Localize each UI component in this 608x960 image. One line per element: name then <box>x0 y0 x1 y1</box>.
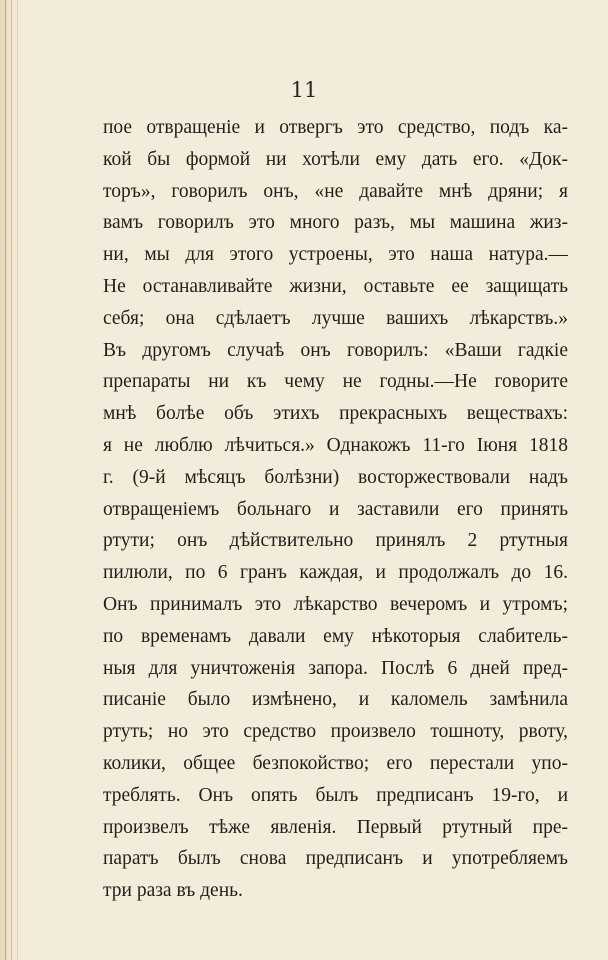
text-line: три раза въ день. <box>103 880 243 902</box>
text-line: Онъ принималъ это лѣкарство вечеромъ и утромъ; <box>103 593 568 615</box>
text-line: треблять. Онъ опять былъ предписанъ 19-го, и <box>103 784 568 806</box>
text-line: ни, мы для этого устроены, это наша натура.— <box>103 244 568 266</box>
text-line: кой бы формой ни хотѣли ему дать его. «Док- <box>103 148 568 170</box>
text-line: Въ другомъ случаѣ онъ говорилъ: «Ваши гадкіе <box>103 339 568 361</box>
spine-line <box>11 0 12 960</box>
text-line: я не люблю лѣчиться.» Однакожъ 11-го Іюня 1818 <box>103 434 568 456</box>
spine-line <box>5 0 6 960</box>
text-line: колики, общее безпокойство; его перестали упо- <box>103 752 568 774</box>
text-line: торъ», говорилъ онъ, «не давайте мнѣ дряни; я <box>103 180 568 202</box>
page-number: 11 <box>290 78 318 102</box>
text-line: отвращеніемъ больнаго и заставили его принять <box>103 498 568 520</box>
page-spine-edge <box>0 0 22 960</box>
text-line: себя; она сдѣлаетъ лучше вашихъ лѣкарствъ.» <box>103 307 568 329</box>
text-line: пое отвращеніе и отвергъ это средство, подъ ка- <box>103 117 568 138</box>
text-line: ртути; онъ дѣйствительно принялъ 2 ртутныя <box>103 530 568 552</box>
text-line: произвелъ тѣже явленія. Первый ртутный пре- <box>103 816 568 838</box>
spine-line <box>17 0 18 960</box>
text-line: ныя для уничтоженія запора. Послѣ 6 дней пред- <box>103 657 568 679</box>
text-line: вамъ говорилъ это много разъ, мы машина жиз- <box>103 212 568 234</box>
body-text <box>103 112 568 907</box>
text-line: писаніе было измѣнено, и каломель замѣнила <box>103 689 568 711</box>
text-line: препараты ни къ чему не годны.—Не говорите <box>103 371 568 393</box>
text-line: мнѣ болѣе объ этихъ прекрасныхъ веществахъ: <box>103 403 568 425</box>
text-line: Не останавливайте жизни, оставьте ее защищать <box>103 275 568 297</box>
text-line: ртуть; но это средство произвело тошноту, рвоту, <box>103 721 568 743</box>
text-line: пилюли, по 6 гранъ каждая, и продолжалъ до 16. <box>103 562 568 584</box>
text-line: по временамъ давали ему нѣкоторыя слабитель- <box>103 625 568 647</box>
text-line: г. (9-й мѣсяцъ болѣзни) восторжествовали надъ <box>103 466 568 488</box>
text-line: паратъ былъ снова предписанъ и употребляемъ <box>103 848 568 870</box>
